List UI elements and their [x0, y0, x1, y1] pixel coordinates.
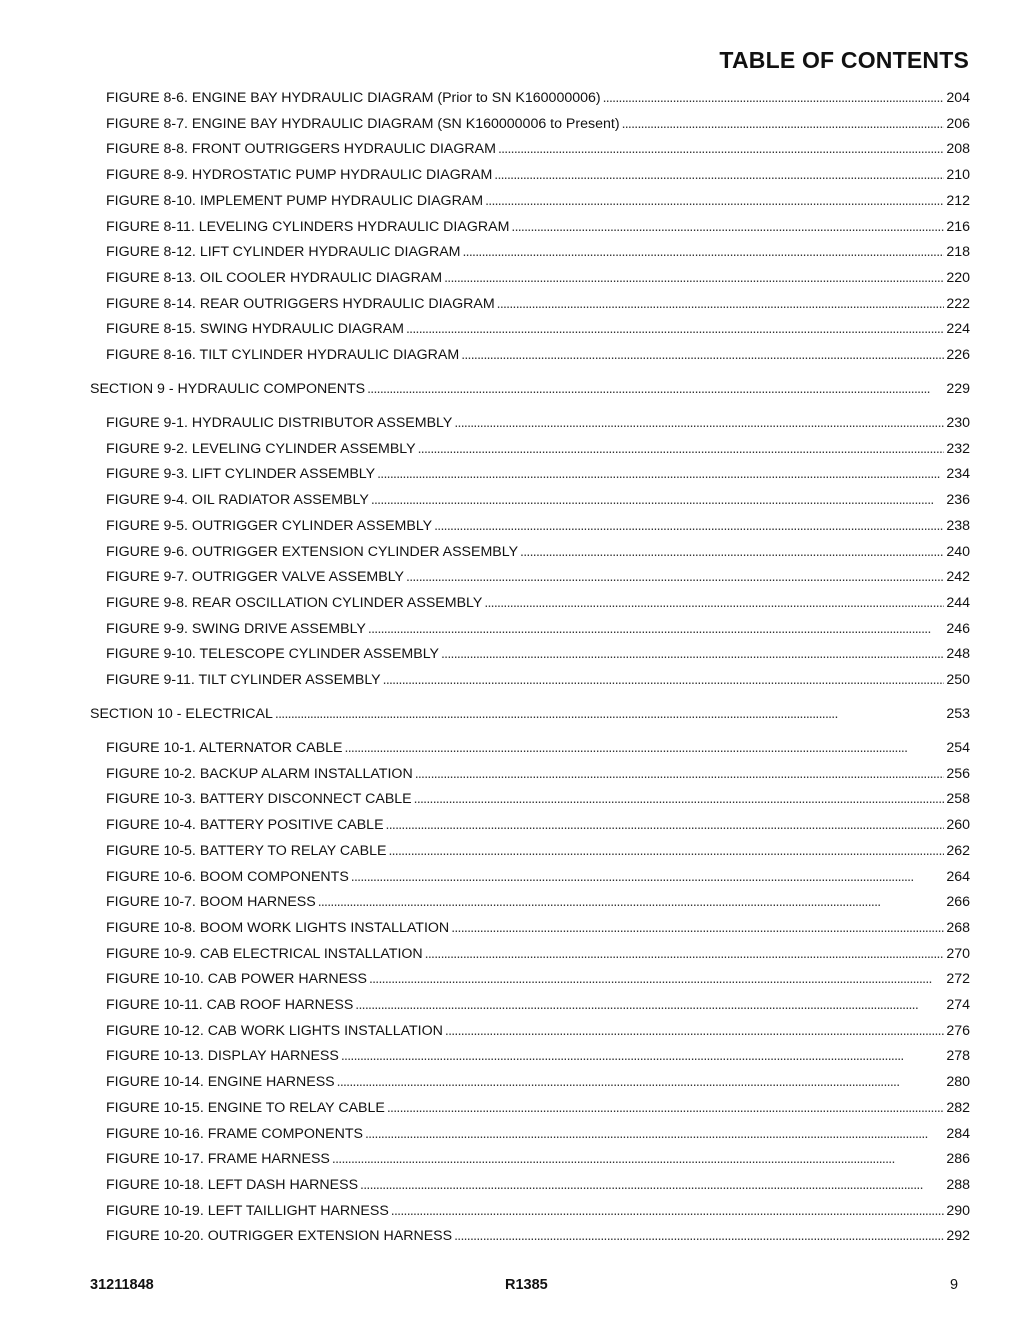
toc-leader-dots: [332, 1149, 944, 1168]
toc-leader-dots: [434, 516, 944, 535]
toc-leader-dots: [454, 413, 944, 432]
toc-entry-label: FIGURE 9-6. OUTRIGGER EXTENSION CYLINDER ASSEMBLY: [106, 543, 519, 560]
toc-figure-entry[interactable]: [106, 867, 970, 886]
toc-figure-entry[interactable]: [106, 944, 970, 963]
toc-entry-page: 274: [946, 997, 970, 1013]
toc-leader-dots: [406, 319, 944, 338]
toc-figure-entry[interactable]: [106, 242, 970, 261]
toc-entry-page: 230: [946, 415, 970, 431]
toc-figure-entry[interactable]: [106, 995, 970, 1014]
toc-figure-entry[interactable]: [106, 114, 970, 133]
toc-leader-dots: [337, 1072, 945, 1091]
toc-entry-label: FIGURE 10-1. ALTERNATOR CABLE: [106, 740, 343, 756]
toc-leader-dots: [441, 644, 944, 663]
toc-entry-page: 226: [946, 347, 970, 363]
toc-leader-dots: [603, 88, 945, 107]
toc-leader-dots: [368, 619, 944, 638]
toc-entry-page: 220: [946, 269, 970, 286]
toc-entry-label: FIGURE 8-13. OIL COOLER HYDRAULIC DIAGRAM: [106, 269, 443, 286]
toc-entry-page: 280: [946, 1074, 970, 1091]
toc-leader-dots: [494, 165, 944, 184]
toc-entry-label: FIGURE 10-7. BOOM HARNESS: [106, 894, 316, 911]
toc-figure-entry[interactable]: [106, 1175, 970, 1194]
page-title: TABLE OF CONTENTS: [719, 47, 969, 73]
toc-figure-entry[interactable]: [106, 892, 970, 911]
toc-entry-label: FIGURE 9-4. OIL RADIATOR ASSEMBLY: [106, 492, 369, 509]
toc-figure-entry[interactable]: [106, 670, 970, 689]
toc-entry-label: FIGURE 8-10. IMPLEMENT PUMP HYDRAULIC DIAGRAM: [106, 192, 484, 209]
toc-figure-entry[interactable]: [106, 764, 970, 783]
toc-entry-page: 240: [946, 543, 970, 560]
toc-entry-page: 242: [946, 569, 970, 586]
toc-entry-label: FIGURE 8-14. REAR OUTRIGGERS HYDRAULIC DIAGRAM: [106, 295, 495, 312]
toc-entry-page: 266: [946, 894, 970, 911]
toc-entry-page: 206: [946, 115, 970, 132]
toc-entry-label: FIGURE 10-18. LEFT DASH HARNESS: [106, 1176, 359, 1193]
toc-entry-page: 244: [946, 594, 970, 611]
toc-leader-dots: [369, 969, 944, 988]
footer-revision: R1385: [505, 1277, 548, 1293]
toc-entry-label: FIGURE 9-9. SWING DRIVE ASSEMBLY: [106, 620, 366, 637]
toc-entry-page: 262: [946, 842, 970, 859]
toc-figure-entry[interactable]: [106, 542, 970, 561]
toc-entry-page: 258: [946, 791, 970, 808]
toc-entry-page: 288: [946, 1176, 970, 1193]
toc-entry-page: 218: [946, 244, 970, 261]
toc-entry-label: FIGURE 9-3. LIFT CYLINDER ASSEMBLY: [106, 466, 376, 483]
toc-entry-label: FIGURE 8-8. FRONT OUTRIGGERS HYDRAULIC DIAGRAM: [106, 141, 496, 158]
toc-entry-label: SECTION 9 - HYDRAULIC COMPONENTS: [90, 381, 366, 397]
toc-leader-dots: [355, 995, 944, 1014]
toc-entry-label: FIGURE 9-7. OUTRIGGER VALVE ASSEMBLY: [106, 569, 405, 586]
toc-entry-page: 278: [946, 1048, 970, 1065]
toc-entry-label: FIGURE 10-12. CAB WORK LIGHTS INSTALLATION: [106, 1022, 443, 1039]
toc-entry-page: 270: [946, 945, 970, 962]
toc-leader-dots: [406, 567, 944, 586]
toc-figure-entry[interactable]: [106, 969, 970, 988]
toc-entry-label: SECTION 10 - ELECTRICAL: [90, 706, 273, 722]
toc-entry-label: FIGURE 9-2. LEVELING CYLINDER ASSEMBLY: [106, 440, 416, 457]
toc-entry-page: 216: [946, 218, 970, 235]
toc-entry-page: 246: [946, 620, 970, 637]
toc-entry-page: 234: [946, 466, 970, 483]
toc-entry-label: FIGURE 10-2. BACKUP ALARM INSTALLATION: [106, 765, 413, 782]
toc-entry-label: FIGURE 10-6. BOOM COMPONENTS: [106, 868, 349, 885]
toc-entry-page: 256: [946, 765, 970, 782]
toc-leader-dots: [365, 1124, 944, 1143]
toc-entry-label: FIGURE 10-8. BOOM WORK LIGHTS INSTALLATION: [106, 919, 450, 936]
toc-figure-entry[interactable]: [106, 165, 970, 184]
toc-leader-dots: [498, 139, 944, 158]
toc-entry-label: FIGURE 10-10. CAB POWER HARNESS: [106, 971, 367, 988]
toc-leader-dots: [520, 542, 944, 561]
toc-leader-dots: [511, 217, 944, 236]
toc-entry-page: 212: [946, 192, 970, 209]
toc-figure-entry[interactable]: [106, 464, 970, 483]
toc-entry-page: 250: [946, 672, 970, 688]
toc-figure-entry[interactable]: [106, 738, 970, 757]
toc-figure-entry[interactable]: [106, 567, 970, 586]
toc-figure-entry[interactable]: [106, 918, 970, 937]
toc-figure-entry[interactable]: [106, 490, 970, 509]
toc-leader-dots: [497, 294, 945, 313]
toc-leader-dots: [622, 114, 945, 133]
toc-figure-entry[interactable]: [106, 345, 970, 364]
toc-entry-label: FIGURE 8-6. ENGINE BAY HYDRAULIC DIAGRAM (Prior to SN K160000006): [106, 90, 601, 106]
toc-entry-page: 229: [946, 381, 970, 397]
toc-leader-dots: [367, 379, 944, 398]
toc-figure-entry[interactable]: [106, 1046, 970, 1065]
footer-doc-number: 31211848: [90, 1277, 154, 1293]
toc-leader-dots: [485, 191, 944, 210]
toc-entry-label: FIGURE 9-11. TILT CYLINDER ASSEMBLY: [106, 672, 381, 688]
footer-page-number: 9: [950, 1277, 959, 1293]
toc-figure-entry[interactable]: [106, 644, 970, 663]
toc-figure-entry[interactable]: [106, 516, 970, 535]
toc-leader-dots: [391, 1201, 945, 1220]
toc-figure-entry[interactable]: [106, 815, 970, 834]
toc-entry-page: 272: [946, 971, 970, 988]
toc-entry-label: FIGURE 8-16. TILT CYLINDER HYDRAULIC DIAGRAM: [106, 347, 460, 363]
toc-entry-label: FIGURE 10-4. BATTERY POSITIVE CABLE: [106, 817, 384, 834]
toc-leader-dots: [463, 242, 945, 261]
toc-figure-entry[interactable]: [106, 593, 970, 612]
toc-entry-label: FIGURE 9-8. REAR OSCILLATION CYLINDER ASSEMBLY: [106, 594, 483, 611]
toc-leader-dots: [387, 1098, 944, 1117]
toc-leader-dots: [414, 789, 945, 808]
toc-entry-page: 208: [946, 141, 970, 158]
toc-leader-dots: [360, 1175, 944, 1194]
toc-leader-dots: [415, 764, 945, 783]
toc-leader-dots: [451, 918, 944, 937]
toc-figure-entry[interactable]: [106, 1149, 970, 1168]
toc-entry-page: 210: [946, 167, 970, 184]
toc-leader-dots: [371, 490, 945, 509]
toc-entry-label: FIGURE 8-12. LIFT CYLINDER HYDRAULIC DIAGRAM: [106, 244, 461, 261]
toc-entry-label: FIGURE 10-15. ENGINE TO RELAY CABLE: [106, 1099, 385, 1116]
toc-figure-entry[interactable]: [106, 619, 970, 638]
toc-entry-page: 204: [946, 90, 970, 106]
toc-entry-page: 222: [946, 295, 970, 312]
toc-entry-page: 290: [946, 1202, 970, 1219]
toc-entry-page: 248: [946, 646, 970, 663]
toc-entry-page: 264: [946, 868, 970, 885]
toc-figure-entry[interactable]: [106, 1072, 970, 1091]
toc-figure-entry[interactable]: [106, 1201, 970, 1220]
toc-entry-label: FIGURE 8-11. LEVELING CYLINDERS HYDRAULIC DIAGRAM: [106, 218, 510, 235]
toc-figure-entry[interactable]: [106, 1021, 970, 1040]
toc-entry-label: FIGURE 10-19. LEFT TAILLIGHT HARNESS: [106, 1202, 389, 1219]
toc-figure-entry[interactable]: [106, 217, 970, 236]
toc-leader-dots: [425, 944, 945, 963]
toc-leader-dots: [318, 892, 945, 911]
toc-entry-page: 286: [946, 1151, 970, 1168]
toc-leader-dots: [341, 1046, 944, 1065]
toc-figure-entry[interactable]: [106, 841, 970, 860]
toc-leader-dots: [386, 815, 945, 834]
toc-entry-label: FIGURE 10-16. FRAME COMPONENTS: [106, 1125, 363, 1142]
toc-figure-entry[interactable]: [106, 439, 970, 458]
toc-entry-page: 232: [946, 440, 970, 457]
toc-entry-label: FIGURE 9-5. OUTRIGGER CYLINDER ASSEMBLY: [106, 517, 433, 534]
toc-entry-page: 284: [946, 1125, 970, 1142]
toc-entry-page: 236: [946, 492, 970, 509]
toc-figure-entry[interactable]: [106, 139, 970, 158]
toc-leader-dots: [275, 704, 944, 723]
toc-leader-dots: [418, 439, 945, 458]
toc-entry-label: FIGURE 8-15. SWING HYDRAULIC DIAGRAM: [106, 321, 404, 338]
toc-section-entry[interactable]: [90, 379, 970, 398]
toc-figure-entry[interactable]: [106, 1124, 970, 1143]
toc-leader-dots: [383, 670, 945, 689]
toc-figure-entry[interactable]: [106, 413, 970, 432]
toc-leader-dots: [484, 593, 944, 612]
toc-figure-entry[interactable]: [106, 1098, 970, 1117]
toc-entry-page: 238: [946, 517, 970, 534]
toc-leader-dots: [345, 738, 945, 757]
toc-entry-page: 254: [946, 740, 970, 756]
toc-entry-page: 253: [946, 706, 970, 722]
toc-leader-dots: [377, 464, 944, 483]
toc-entry-label: FIGURE 10-3. BATTERY DISCONNECT CABLE: [106, 791, 412, 808]
toc-entry-page: 260: [946, 817, 970, 834]
toc-leader-dots: [444, 268, 944, 287]
toc-leader-dots: [461, 345, 944, 364]
toc-leader-dots: [351, 867, 945, 886]
toc-entry-page: 292: [946, 1228, 970, 1245]
toc-figure-entry[interactable]: [106, 191, 970, 210]
toc-entry-label: FIGURE 10-13. DISPLAY HARNESS: [106, 1048, 339, 1065]
toc-figure-entry[interactable]: [106, 268, 970, 287]
toc-section-entry[interactable]: [90, 704, 970, 723]
toc-leader-dots: [445, 1021, 944, 1040]
toc-entry-label: FIGURE 10-5. BATTERY TO RELAY CABLE: [106, 842, 387, 859]
toc-entry-label: FIGURE 9-1. HYDRAULIC DISTRIBUTOR ASSEMBLY: [106, 415, 453, 431]
toc-entry-label: FIGURE 10-17. FRAME HARNESS: [106, 1151, 330, 1168]
toc-entry-page: 276: [946, 1022, 970, 1039]
toc-entry-label: FIGURE 10-20. OUTRIGGER EXTENSION HARNESS: [106, 1228, 453, 1245]
toc-entry-label: FIGURE 10-14. ENGINE HARNESS: [106, 1074, 335, 1091]
toc-entry-label: FIGURE 10-11. CAB ROOF HARNESS: [106, 997, 354, 1013]
toc-figure-entry[interactable]: [106, 1226, 970, 1245]
toc-entry-page: 282: [946, 1099, 970, 1116]
toc-entry-label: FIGURE 8-7. ENGINE BAY HYDRAULIC DIAGRAM (SN K160000006 to Present): [106, 115, 620, 132]
toc-entry-page: 224: [946, 321, 970, 338]
toc-figure-entry[interactable]: [106, 88, 970, 107]
toc-entry-page: 268: [946, 919, 970, 936]
toc-leader-dots: [454, 1226, 944, 1245]
toc-leader-dots: [388, 841, 944, 860]
toc-figure-entry[interactable]: [106, 294, 970, 313]
toc-figure-entry[interactable]: [106, 319, 970, 338]
toc-entry-label: FIGURE 9-10. TELESCOPE CYLINDER ASSEMBLY: [106, 646, 439, 663]
toc-entry-label: FIGURE 10-9. CAB ELECTRICAL INSTALLATION: [106, 945, 423, 962]
toc-figure-entry[interactable]: [106, 789, 970, 808]
toc-entry-label: FIGURE 8-9. HYDROSTATIC PUMP HYDRAULIC DIAGRAM: [106, 167, 493, 184]
